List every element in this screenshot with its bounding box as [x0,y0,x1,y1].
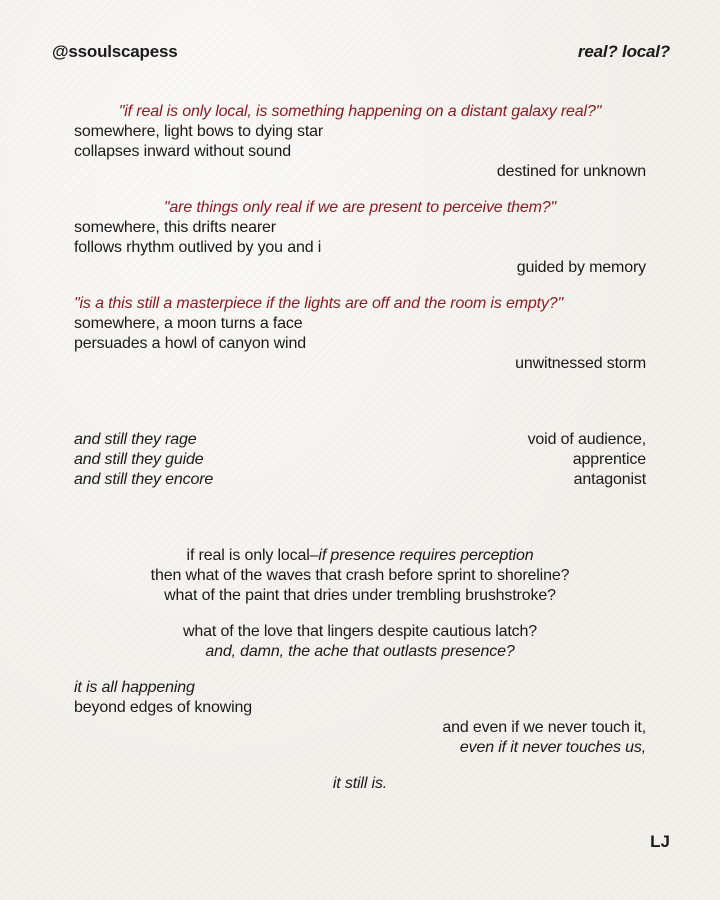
center-line-4: what of the love that lingers despite cautious latch? [182,623,538,640]
refrain-left-1: and still they rage [74,431,197,448]
stanza-3-line-1: somewhere, a moon turns a face [74,315,303,332]
stanza-1-line-2: collapses inward without sound [74,143,291,160]
author-handle: @ssoulscapess [52,42,178,61]
closing-right-1: and even if we never touch it, [442,719,646,736]
refrain-left-2: and still they guide [74,451,204,468]
center-line-1-italic: if presence requires perception [318,547,534,564]
closing-final: it still is. [332,775,388,792]
stanza-2-line-2: follows rhythm outlived by you and i [74,239,322,256]
stanza-1-line-1: somewhere, light bows to dying star [74,123,324,140]
center-line-2: then what of the waves that crash before sprint to shoreline? [150,567,570,584]
stanza-2-quote: "are things only real if we are present to perceive them?" [163,199,557,216]
refrain-right-2: apprentice [572,451,646,468]
refrain-right-3: antagonist [573,471,646,488]
stanza-2-right: guided by memory [516,259,646,276]
stanza-1-right: destined for unknown [496,163,646,180]
closing-right-2: even if it never touches us, [459,739,646,756]
center-line-5: and, damn, the ache that outlasts presence? [205,643,515,660]
center-line-1 [0,546,720,566]
signature: LJ [650,832,670,851]
stanza-1-quote: "if real is only local, is something happening on a distant galaxy real?" [118,103,602,120]
center-line-1-plain: if real is only local– [186,547,319,564]
closing-left-2: beyond edges of knowing [74,699,253,716]
stanza-3-quote: "is a this still a masterpiece if the lights are off and the room is empty?" [74,295,564,312]
stanza-2-line-1: somewhere, this drifts nearer [74,219,276,236]
refrain-left-3: and still they encore [74,471,214,488]
refrain-right-1: void of audience, [527,431,646,448]
poem-title: real? local? [577,42,670,61]
stanza-3-line-2: persuades a howl of canyon wind [74,335,306,352]
center-line-3: what of the paint that dries under trembling brushstroke? [164,587,556,604]
closing-left-1: it is all happening [74,679,195,696]
stanza-3-right: unwitnessed storm [515,355,646,372]
